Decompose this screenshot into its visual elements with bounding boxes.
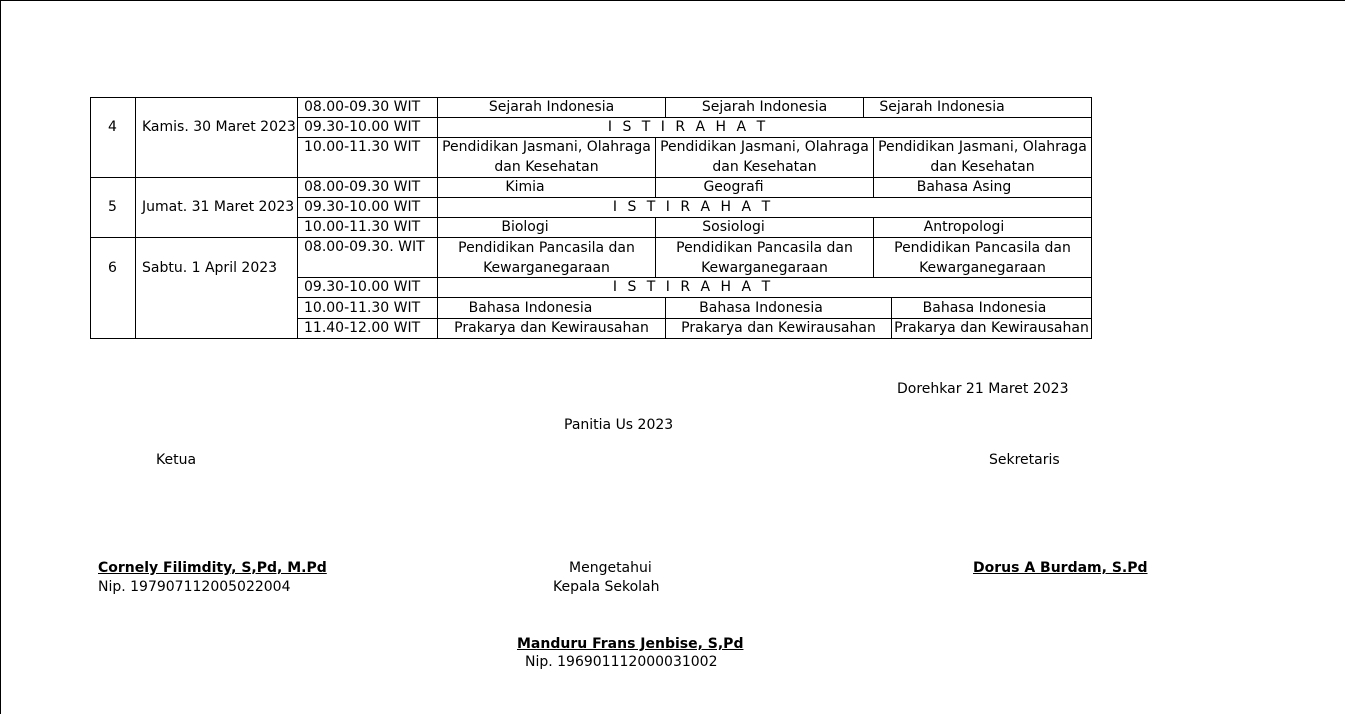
subject-cell: [656, 238, 873, 278]
subject-line: Kewarganegaraan: [483, 260, 610, 276]
subject-cell: Prakarya dan Kewirausahan: [681, 320, 876, 336]
subject-line: Pendidikan Jasmani, Olahraga: [660, 139, 869, 155]
time-slot: 08.00-09.30. WIT: [304, 239, 425, 255]
subject-cell: Sosiologi: [702, 219, 765, 235]
subject-line: Pendidikan Pancasila dan: [894, 240, 1071, 256]
day-number: 5: [108, 199, 117, 215]
day-date: Jumat. 31 Maret 2023: [142, 199, 295, 215]
subject-cell: Prakarya dan Kewirausahan: [454, 320, 649, 336]
place-date: Dorehkar 21 Maret 2023: [897, 381, 1069, 397]
subject-cell: [656, 137, 873, 177]
subject-cell: Sejarah Indonesia: [701, 99, 828, 115]
day-number: 4: [108, 119, 117, 135]
subject-line: Pendidikan Pancasila dan: [676, 240, 853, 256]
subject-cell: Sejarah Indonesia: [879, 99, 1005, 115]
subject-line: Pendidikan Jasmani, Olahraga: [878, 139, 1087, 155]
committee-title: Panitia Us 2023: [564, 417, 674, 433]
subject-line: dan Kesehatan: [712, 159, 817, 175]
subject-cell: Antropologi: [923, 219, 1005, 235]
subject-cell: [438, 137, 655, 177]
subject-cell: Bahasa Indonesia: [699, 300, 823, 316]
time-slot: 08.00-09.30 WIT: [304, 99, 421, 115]
principal-title: Kepala Sekolah: [553, 579, 660, 595]
subject-cell: Geografi: [703, 179, 764, 195]
principal-nip: Nip. 196901112000031002: [525, 654, 718, 670]
time-slot: 08.00-09.30 WIT: [304, 179, 421, 195]
table-bottom-border: [90, 338, 1092, 339]
subject-cell: Prakarya dan Kewirausahan: [894, 320, 1089, 336]
chair-nip: Nip. 197907112005022004: [98, 579, 291, 595]
subject-cell: Bahasa Indonesia: [468, 300, 593, 316]
break-label: I S T I R A H A T: [612, 199, 774, 215]
subject-cell: Bahasa Indonesia: [922, 300, 1047, 316]
subject-cell: Kimia: [505, 179, 545, 195]
subject-line: Pendidikan Pancasila dan: [458, 240, 635, 256]
time-slot: 09.30-10.00 WIT: [304, 199, 421, 215]
table-right-border: [1091, 97, 1092, 339]
day-date: Kamis. 30 Maret 2023: [142, 119, 296, 135]
chair-title: Ketua: [156, 452, 197, 468]
subject-cell: Bahasa Asing: [916, 179, 1012, 195]
principal-name: Manduru Frans Jenbise, S,Pd: [517, 636, 744, 652]
subject-line: Pendidikan Jasmani, Olahraga: [442, 139, 651, 155]
time-slot: 09.30-10.00 WIT: [304, 119, 421, 135]
subject-line: Kewarganegaraan: [919, 260, 1046, 276]
day-date: Sabtu. 1 April 2023: [142, 260, 278, 276]
subject-cell: Biologi: [501, 219, 549, 235]
acknowledge-label: Mengetahui: [569, 560, 652, 576]
secretary-name: Dorus A Burdam, S.Pd: [973, 560, 1148, 576]
time-slot: 11.40-12.00 WIT: [304, 320, 421, 336]
time-slot: 09.30-10.00 WIT: [304, 279, 421, 295]
subject-line: dan Kesehatan: [930, 159, 1035, 175]
break-label: I S T I R A H A T: [607, 119, 769, 135]
chair-name: Cornely Filimdity, S,Pd, M.Pd: [98, 560, 327, 576]
subject-cell: [874, 137, 1091, 177]
break-label: I S T I R A H A T: [612, 279, 774, 295]
subject-line: dan Kesehatan: [494, 159, 599, 175]
subject-cell: [438, 238, 655, 278]
subject-cell: [874, 238, 1091, 278]
subject-line: Kewarganegaraan: [701, 260, 828, 276]
time-slot: 10.00-11.30 WIT: [304, 139, 421, 155]
time-slot: 10.00-11.30 WIT: [304, 219, 421, 235]
day-number: 6: [108, 260, 117, 276]
subject-cell: Sejarah Indonesia: [488, 99, 615, 115]
time-slot: 10.00-11.30 WIT: [304, 300, 421, 316]
secretary-title: Sekretaris: [989, 452, 1060, 468]
